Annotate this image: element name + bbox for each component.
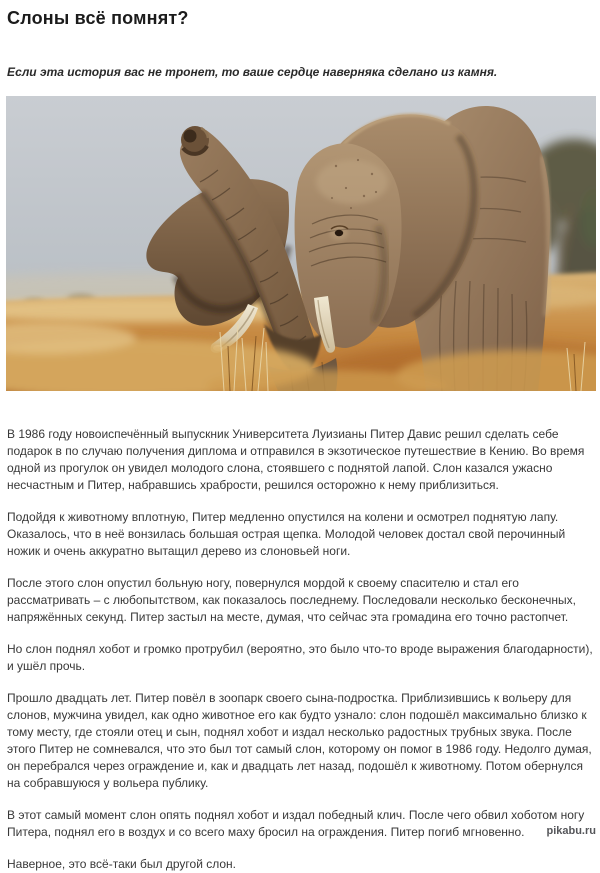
article-subtitle: Если эта история вас не тронет, то ваше сердце наверняка сделано из камня.	[7, 65, 498, 79]
watermark-pikabu: pikabu.ru	[546, 825, 596, 837]
article-body	[7, 426, 593, 873]
elephant-illustration	[6, 96, 596, 391]
paragraph-2: Подойдя к животному вплотную, Питер медленно опустился на колени и осмотрел поднятую лапу. Оказалось, что в неё вонзилась большая острая щепка. Молодой человек достал свой перочинный ножик и очень аккуратно вытащил дерево из слоновьей ноги.	[7, 510, 566, 558]
paragraph-4: Но слон поднял хобот и громко протрубил (вероятно, это было что-то вроде выражения благодарности), и ушёл прочь.	[7, 642, 593, 673]
page-title: Слоны всё помнят?	[7, 8, 189, 28]
article	[0, 8, 600, 873]
paragraph-7: Наверное, это всё-таки был другой слон.	[7, 857, 237, 871]
paragraph-3: После этого слон опустил больную ногу, повернулся мордой к своему спасителю и стал его рассматривать – с любопытством, как показалось последнему. Последовали несколько бесконечных, напряжённых секунд. Питер застыл на месте, думая, что сейчас эта громадина его точно растопчет.	[7, 576, 576, 624]
paragraph-1: В 1986 году новоиспечённый выпускник Университета Луизианы Питер Давис решил сделать себе подарок в по случаю получения диплома и отправился в экзотическое путешествие в Кению. Во время одной из прогулок он увидел молодого слона, стоявшего с поднятой лапой. Слон казался ужасно несчастным и Питер, набравшись храбрости, решился осторожно к нему приблизиться.	[7, 427, 585, 492]
paragraph-5: Прошло двадцать лет. Питер повёл в зоопарк своего сына-подростка. Приблизившись к вольеру для слонов, мужчина увидел, как одно животное его как будто узнало: слон подошёл максимально близко к тому месту, где стояли отец и сын, поднял хобот и издал несколько радостных трубных звука. После этого Питер не сомневался, что это был тот самый слон, которому он помог в 1986 году. Недолго думая, он перебрался через ограждение и, как и двадцать лет назад, подошёл к животному. Потом обернулся на собравшуюся у вольера публику.	[7, 691, 592, 790]
paragraph-6: В этот самый момент слон опять поднял хобот и издал победный клич. После чего обвил хоботом ногу Питера, поднял его в воздух и со всего маху бросил на ограждения. Питер погиб мгновенно.	[7, 808, 585, 839]
article-photo	[6, 96, 596, 391]
